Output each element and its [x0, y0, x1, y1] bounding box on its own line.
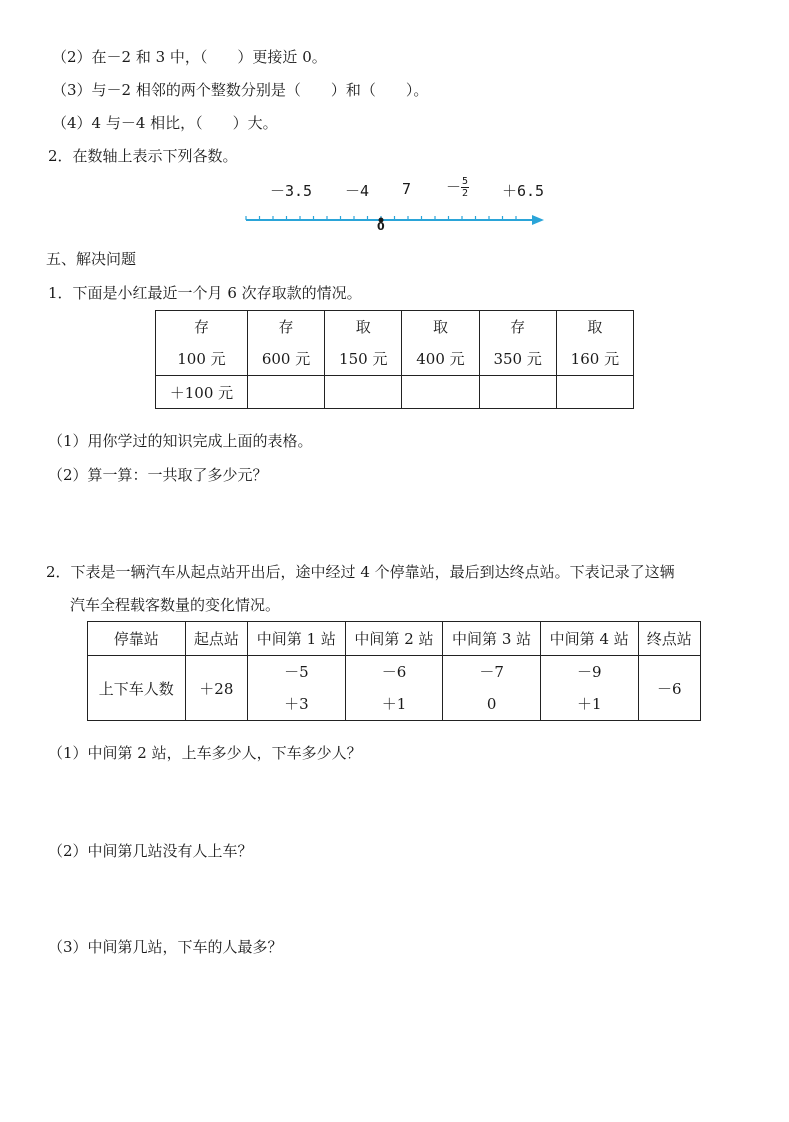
- problem-1-sub2: （2）算一算：一共取了多少元？: [48, 466, 268, 484]
- bus-table: [87, 621, 701, 721]
- passenger-cell: [345, 656, 443, 721]
- question-4-4: （4）4 与－4 相比，（ ）大。: [52, 114, 278, 132]
- row-header: 上下车人数: [88, 656, 186, 721]
- deposit-cell: [402, 311, 479, 376]
- plot-number-fraction: [446, 176, 469, 199]
- section-heading: 五、解决问题: [46, 250, 137, 268]
- amount-label: 100 元: [177, 350, 226, 368]
- amount-label: 600 元: [261, 350, 311, 368]
- station-cell: 起点站: [185, 622, 247, 656]
- passenger-row: [88, 656, 701, 721]
- deposit-cell: [325, 311, 402, 376]
- origin-label: 0: [377, 220, 385, 233]
- problem-2-intro-line1: 2．下表是一辆汽车从起点站开出后，途中经过 4 个停靠站，最后到达终点站。下表记录了这辆: [46, 563, 675, 581]
- problem-2-sub3: （3）中间第几站，下车的人最多？: [48, 938, 283, 956]
- problem-1-intro: 1．下面是小红最近一个月 6 次存取款的情况。: [48, 284, 362, 302]
- type-label: 存: [193, 318, 209, 336]
- question-4-3: （3）与－2 相邻的两个整数分别是（ ）和（ ）。: [52, 81, 429, 99]
- plot-number-3: 7: [402, 180, 412, 198]
- deposit-cell: [247, 311, 324, 376]
- row-header: 停靠站: [88, 622, 186, 656]
- problem-2-intro-line2: 汽车全程载客数量的变化情况。: [70, 596, 281, 614]
- deposit-cell: [156, 311, 248, 376]
- off-count: －7: [479, 663, 504, 681]
- station-cell: 中间第 1 站: [248, 622, 346, 656]
- plot-number-4: ＋6.5: [502, 182, 545, 200]
- answer-row: [156, 376, 634, 409]
- fraction-numerator: 5: [462, 176, 469, 187]
- amount-label: 350 元: [493, 350, 542, 368]
- answer-cell[interactable]: [479, 376, 556, 409]
- fraction: [461, 176, 469, 199]
- station-row: [88, 622, 701, 656]
- type-label: 存: [278, 318, 294, 336]
- amount-label: 150 元: [339, 350, 388, 368]
- type-label: 取: [432, 318, 448, 336]
- off-count: －5: [284, 663, 309, 681]
- station-cell: 中间第 4 站: [540, 622, 638, 656]
- deposit-cell: [479, 311, 556, 376]
- passenger-cell: [443, 656, 541, 721]
- answer-cell[interactable]: [402, 376, 479, 409]
- on-count: ＋1: [576, 695, 602, 713]
- passenger-cell: [248, 656, 346, 721]
- type-label: 取: [587, 318, 603, 336]
- on-count: 0: [486, 695, 497, 713]
- number-line-arrow: [532, 215, 544, 225]
- fraction-denominator: 2: [462, 188, 469, 199]
- question-4-2: （2）在－2 和 3 中，（ ）更接近 0。: [52, 48, 327, 66]
- amount-label: 160 元: [570, 350, 620, 368]
- on-count: ＋1: [381, 695, 407, 713]
- deposit-table: [155, 310, 634, 409]
- passenger-cell: [540, 656, 638, 721]
- off-count: －9: [576, 663, 602, 681]
- plot-number-1: －3.5: [270, 182, 313, 200]
- task-number-line: 2．在数轴上表示下列各数。: [48, 147, 238, 165]
- station-cell: 中间第 3 站: [443, 622, 541, 656]
- passenger-cell: －6: [638, 656, 700, 721]
- deposit-row: [156, 311, 634, 376]
- deposit-cell: [556, 311, 633, 376]
- number-line: [240, 206, 550, 236]
- problem-1-sub1: （1）用你学过的知识完成上面的表格。: [48, 432, 313, 450]
- answer-cell[interactable]: [325, 376, 402, 409]
- station-cell: 中间第 2 站: [345, 622, 443, 656]
- type-label: 存: [510, 318, 526, 336]
- passenger-cell: ＋28: [185, 656, 247, 721]
- on-count: ＋3: [284, 695, 309, 713]
- fraction-sign: －: [446, 178, 462, 196]
- answer-cell[interactable]: [247, 376, 324, 409]
- type-label: 取: [355, 318, 371, 336]
- plot-number-2: －4: [345, 182, 370, 200]
- problem-2-sub2: （2）中间第几站没有人上车？: [48, 842, 253, 860]
- answer-cell[interactable]: ＋100 元: [156, 376, 248, 409]
- station-cell: 终点站: [638, 622, 700, 656]
- amount-label: 400 元: [416, 350, 465, 368]
- off-count: －6: [381, 663, 407, 681]
- problem-2-sub1: （1）中间第 2 站，上车多少人，下车多少人？: [48, 744, 362, 762]
- answer-cell[interactable]: [556, 376, 633, 409]
